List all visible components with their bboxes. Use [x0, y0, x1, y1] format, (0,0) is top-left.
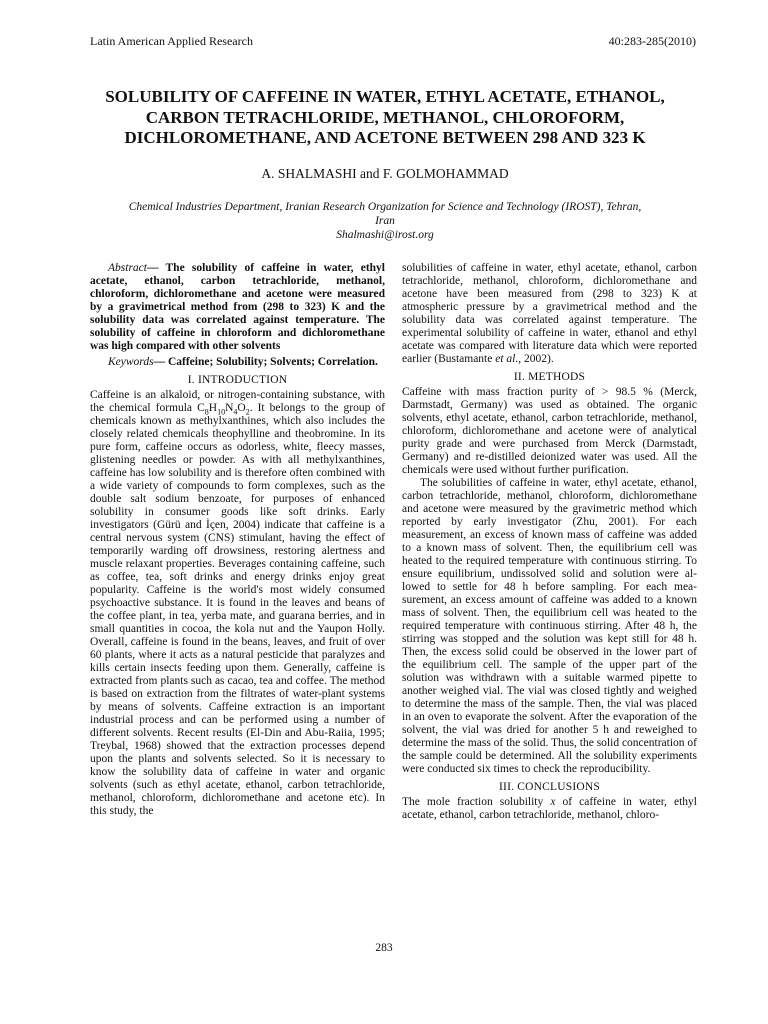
et-al: et al.: [495, 353, 519, 365]
intro-text: Caffeine is an alkaloid, or nitrogen-containing substance, with the chemical formula C: [90, 389, 385, 414]
intro-text: , 2002).: [518, 353, 554, 365]
abstract-text: The solubility of caffeine in water, ethyl acetate, ethanol, carbon tetrachloride, methanol, chloroform, dichloromethane and acetone were measured by a gravimetrical method from (298 to 323) K and the solubility data was correlated against temperature. The solubility of caffeine in chloroform and dichloromethane was high compared with other solvents: [90, 262, 386, 352]
formula-subscript: 10: [217, 407, 226, 417]
title-line: CARBON TETRACHLORIDE, METHANOL, CHLOROFORM,: [145, 107, 625, 127]
formula-element: O: [237, 402, 246, 414]
keywords: [90, 356, 385, 369]
section-heading-conclusions: III. CONCLUSIONS: [499, 781, 600, 793]
paper-title: [72, 87, 698, 149]
formula-subscript: 2: [245, 407, 250, 417]
introduction-paragraph: [90, 389, 385, 818]
formula-element: N: [225, 402, 234, 414]
abstract-dash: —: [146, 262, 166, 274]
author-email: Shalmashi@irost.org: [336, 229, 434, 241]
title-line: DICHLOROMETHANE, AND ACETONE BETWEEN 298 AND 323 K: [124, 128, 646, 147]
keywords-label: Keywords: [108, 356, 154, 368]
right-column: [402, 262, 697, 822]
conclusions-paragraph: [402, 796, 697, 822]
formula-subscript: 8: [204, 407, 209, 417]
conclusions-text: The mole fraction solubility: [402, 796, 551, 808]
abstract: [90, 262, 385, 353]
intro-text: . It belongs to the group of chemicals known as methylxanthines, which also includes the closely related chemicals theophylline and theobromine. In its pure form, caffeine occurs as odorless, white, fleecy masses, glistening needles or powder. As with all methylxanthines, caffeine has low solubility and is therefore often combined with a wide variety of compounds to form complexes, such as the double salt sodium benzoate, for purposes of enhanced solubility in consumer goods like soft drinks. Early investigators (Gürü and İçen, 2004) indicate that caffeine is a central nervous system (CNS) stimulant, having the effect of temporarily warding off drowsiness, restoring alertness and muscle relaxant properties. Beverages containing caffeine, such as coffee, tea, soft drinks and energy drinks enjoy great popularity. Caffeine is the world's most widely consumed psychoactive substance. It is found in the leaves and beans of the coffee plant, in tea, yerba mate, and guarana berries, and in small quantities in cocoa, the kola nut and the Yaupon Holly. Overall, caffeine is found in the beans, leaves, and fruit of over 60 plants, where it acts as a natural pesticide that paralyzes and kills certain insects feeding upon them. Generally, caffeine is extracted from plants such as cacao, tea and coffee. The method is based on extraction from the filtrates of water-plant systems by means of solvents. Caffeine extraction is an important industrial process and can be performed using a number of different solvents. Recent results (El-Din and Abu-Raiia, 1995; Treybal, 1968) showed that the extraction processes depend upon the plants and solvents selected. So it is necessary to know the solubility data of caffeine in water and organic solvents (such as ethyl acetate, ethanol, carbon tetrachloride, methanol, chloroform, dichloromethane and acetone etc). In this study, the: [90, 402, 385, 817]
methods-paragraph: Caffeine with mass fraction purity of > 98.5 % (Merck, Darmstadt, Germany) was used as obtained. The organic solvents, ethyl acetate, ethanol, carbon tetrachloride, methanol, chloroform, dichloromethane and acetone were of analytical purity grade and were purchased from Merck (Darmstadt, Germany) and re-distilled deionized water was used. All the chemicals were used without further purification.: [402, 386, 697, 476]
section-heading-methods: II. METHODS: [513, 371, 586, 383]
affiliation: [100, 200, 670, 242]
journal-citation: 40:283-285(2010): [608, 34, 696, 48]
methods-paragraph: The solubilities of caffeine in water, ethyl acetate, ethanol, carbon tetrachloride, methanol, chloroform, dichloromethane and acetone were measured by the gravimetric method which reported by early investigator (Zhu, 2001). For each measurement, an excess of known mass of caffeine was added to a known mass of solvent. Then, the equilibrium cell was heated to the required temperature with continuous stirring. To ensure equilibrium, undissolved solid and solution were allowed to settle for 48 h before sampling. For each measurement, an excess amount of caffeine was added to a known mass of solvent. Then, the equilibrium cell was heated to the required temperature with continuous stirring. After 48 h, the stirring was stopped and the solution was kept still for 48 h. Then, the excess solid could be observed in the lower part of the equilibrium cell. The sample of the upper part of the solution was withdrawn with a suitable warmed pipette to another weighed vial. The vial was closed tightly and weighed to determine the mass of the sample. Then, the vial was placed in an oven to evaporate the solvent. After the evaporation of the solvent, the vial was dried for another 5 h and reweighed to determine the mass of the solid. Thus, the solid concentration of the sample could be determined. All the solubility experiments were conducted six times to check the reproducibility.: [402, 477, 697, 775]
variable-x: x: [550, 796, 556, 808]
title-line: SOLUBILITY OF CAFFEINE IN WATER, ETHYL ACETATE, ETHANOL,: [105, 87, 665, 106]
affiliation-line: Chemical Industries Department, Iranian Research Organization for Science and Technology (IROST), Tehran,: [128, 201, 642, 213]
conclusions-text: of caffeine in water, ethyl acetate, ethanol, carbon tetrachloride, methanol, chloro-: [402, 796, 697, 821]
intro-text: solubilities of caffeine in water, ethyl acetate, ethanol, carbon tetrachloride, methanol, chloroform, dichloromethane and acetone have been measured from (298 to 323) K at atmospheric pressure by a gravimetrical method and the solubility data was correlated against temperature. The experimental solubility of caffeine in water, ethanol and ethyl acetate was compared with literature data which were reported earlier (Bustamante: [402, 262, 697, 365]
keywords-dash: —: [153, 356, 168, 368]
authors: A. SHALMASHI and F. GOLMOHAMMAD: [261, 166, 509, 181]
introduction-continued: [402, 262, 697, 366]
page-number: 283: [375, 942, 393, 954]
abstract-label: Abstract: [108, 262, 147, 274]
journal-name: Latin American Applied Research: [90, 34, 253, 48]
keywords-text: Caffeine; Solubility; Solvents; Correlation.: [167, 356, 378, 368]
formula-subscript: 4: [233, 407, 238, 417]
left-column: [90, 262, 385, 818]
affiliation-line: Iran: [375, 215, 395, 227]
formula-element: H: [208, 402, 218, 414]
section-heading-introduction: I. INTRODUCTION: [187, 374, 288, 386]
